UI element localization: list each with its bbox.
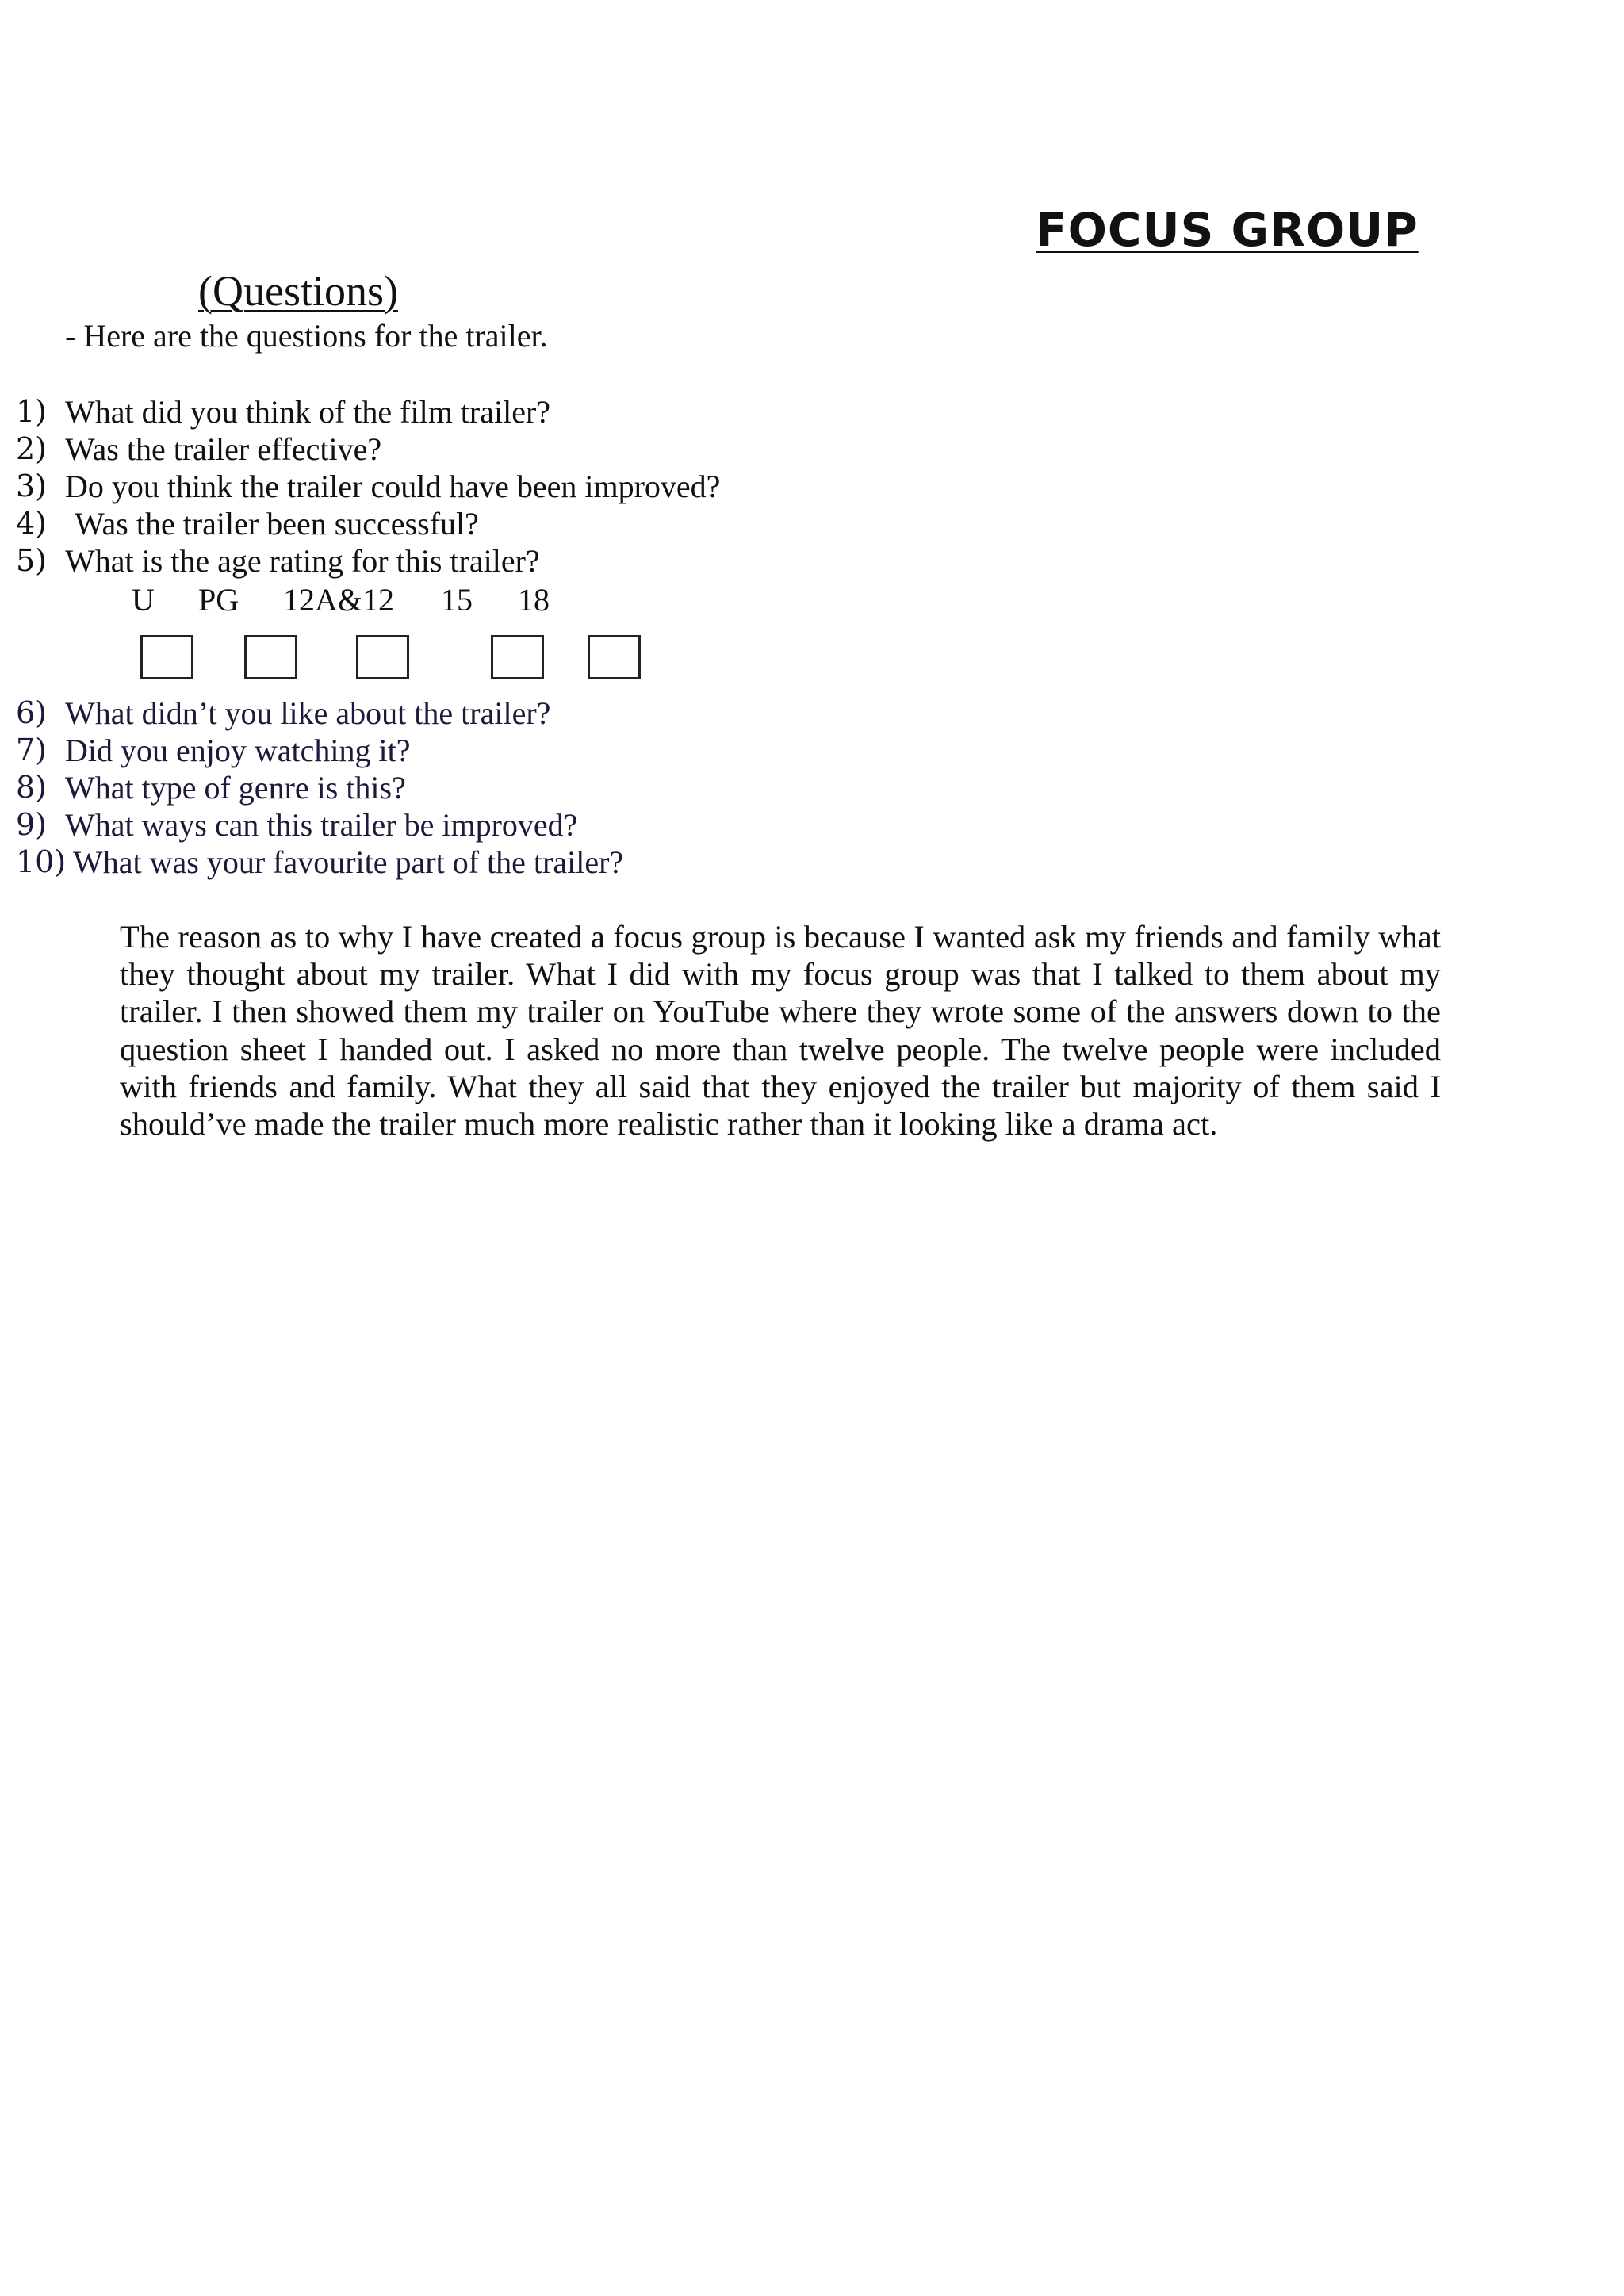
question-number: 7) <box>16 733 48 767</box>
rating-label-u: U <box>132 582 155 618</box>
question-number: 6) <box>16 695 48 730</box>
rating-checkbox-u[interactable] <box>140 635 193 679</box>
question-text: Do you think the trailer could have been improved? <box>65 469 721 504</box>
question-item <box>16 732 623 769</box>
question-item <box>16 542 720 580</box>
rating-label-12a: 12A&12 <box>283 582 394 618</box>
question-number: 3) <box>16 469 48 503</box>
question-text: What did you think of the film trailer? <box>65 394 551 430</box>
age-rating-options <box>0 581 714 708</box>
rating-label-pg: PG <box>198 582 239 618</box>
question-number: 5) <box>16 543 48 578</box>
rating-checkbox-12a[interactable] <box>356 635 409 679</box>
question-item <box>16 806 623 844</box>
question-text: What type of genre is this? <box>65 770 406 806</box>
question-number: 10) <box>16 844 67 879</box>
question-item <box>16 393 720 430</box>
question-number: 4) <box>16 506 48 541</box>
question-text: Was the trailer effective? <box>65 431 382 467</box>
rating-checkbox-pg[interactable] <box>244 635 297 679</box>
questions-heading: (Questions) <box>198 267 398 315</box>
question-text: What ways can this trailer be improved? <box>65 807 578 843</box>
page-title: FOCUS GROUP <box>1036 203 1419 257</box>
question-number: 2) <box>16 431 48 466</box>
question-number: 8) <box>16 770 48 805</box>
question-item <box>16 468 720 505</box>
question-text: What is the age rating for this trailer? <box>65 543 540 579</box>
question-item <box>16 844 623 881</box>
question-item <box>16 505 720 542</box>
question-item <box>16 769 623 806</box>
question-list-part-2 <box>16 695 623 881</box>
rating-checkbox-15[interactable] <box>491 635 544 679</box>
question-list-part-1 <box>16 393 720 580</box>
question-text: What didn’t you like about the trailer? <box>65 695 551 731</box>
question-item <box>16 430 720 468</box>
intro-text: - Here are the questions for the trailer. <box>65 318 548 354</box>
question-text: Was the trailer been successful? <box>75 506 479 541</box>
body-paragraph: The reason as to why I have created a focus group is because I wanted ask my friends and family what they thought about my trailer. What I did with my focus group was that I talked to them about my trailer. I then showed them my trailer on YouTube where they wrote some of the answers down to the question sheet I handed out. I asked no more than twelve people. The twelve people were included with friends and family. What they all said that they enjoyed the trailer but majority of them said I should’ve made the trailer much more realistic rather than it looking like a drama act. <box>120 919 1441 1142</box>
question-number: 1) <box>16 394 48 429</box>
rating-label-18: 18 <box>518 582 550 618</box>
rating-label-15: 15 <box>441 582 473 618</box>
question-text: What was your favourite part of the trailer? <box>73 844 624 880</box>
question-text: Did you enjoy watching it? <box>65 733 411 768</box>
rating-checkbox-18[interactable] <box>588 635 641 679</box>
question-number: 9) <box>16 807 48 842</box>
question-item <box>16 695 623 732</box>
